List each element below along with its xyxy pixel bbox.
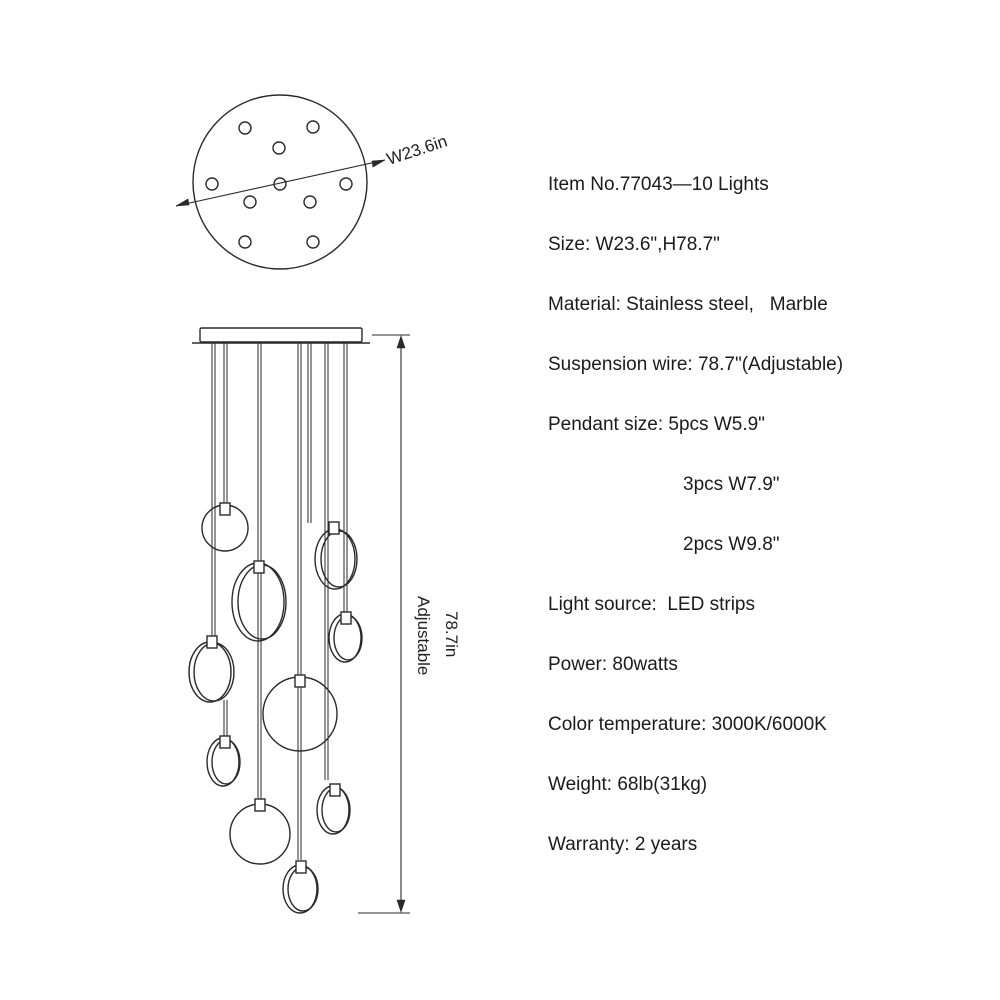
width-label: W23.6in (384, 131, 450, 169)
wire-hole (239, 236, 251, 248)
suspension-wire (212, 343, 215, 645)
adjustable-label: Adjustable (414, 596, 433, 676)
chandelier-side-view (189, 328, 461, 913)
spec-pendant-size-line-2: 3pcs W7.9" (683, 474, 780, 495)
wire-hole (307, 121, 319, 133)
width-arrow-left (176, 199, 189, 206)
wire-hole (304, 196, 316, 208)
spec-pendant-size: Pendant size: 5pcs W5.9" (548, 414, 765, 435)
spec-power: Power: 80watts (548, 654, 678, 675)
height-arrow-top (397, 336, 405, 348)
spec-material: Material: Stainless steel, Marble (548, 294, 828, 315)
suspension-wire (298, 343, 301, 860)
pendant (317, 784, 350, 834)
height-arrow-bottom (397, 900, 405, 912)
spec-item-number: Item No.77043—10 Lights (548, 174, 769, 195)
wire-hole (307, 236, 319, 248)
pendant (283, 861, 318, 913)
pendant (202, 503, 248, 551)
wire-hole (273, 142, 285, 154)
suspension-wire (224, 700, 227, 740)
wire-hole (206, 178, 218, 190)
height-dimension (358, 335, 410, 913)
pendant (263, 675, 337, 751)
canopy-top-view (176, 95, 450, 269)
suspension-wire (308, 343, 311, 523)
wire-hole (239, 122, 251, 134)
suspension-wire (344, 343, 347, 614)
width-dimension-line (176, 160, 385, 206)
pendant (315, 522, 357, 589)
pendant (329, 612, 362, 662)
suspension-wire (325, 343, 328, 780)
pendant (207, 736, 240, 786)
canopy-plate-side (200, 328, 362, 342)
spec-suspension-wire: Suspension wire: 78.7"(Adjustable) (548, 354, 844, 375)
spec-warranty: Warranty: 2 years (548, 834, 698, 855)
spec-weight: Weight: 68lb(31kg) (548, 774, 708, 795)
pendant (230, 799, 290, 864)
width-arrow-right (372, 160, 385, 167)
pendant (232, 561, 286, 641)
pendant (189, 636, 234, 702)
height-label: 78.7in (442, 611, 461, 658)
suspension-wire (224, 343, 227, 508)
spec-size: Size: W23.6",H78.7" (548, 234, 720, 255)
wire-hole (340, 178, 352, 190)
spec-color-temperature: Color temperature: 3000K/6000K (548, 714, 827, 735)
spec-light-source: Light source: LED strips (548, 594, 755, 615)
spec-pendant-size-line-3: 2pcs W9.8" (683, 534, 780, 555)
wire-hole (244, 196, 256, 208)
